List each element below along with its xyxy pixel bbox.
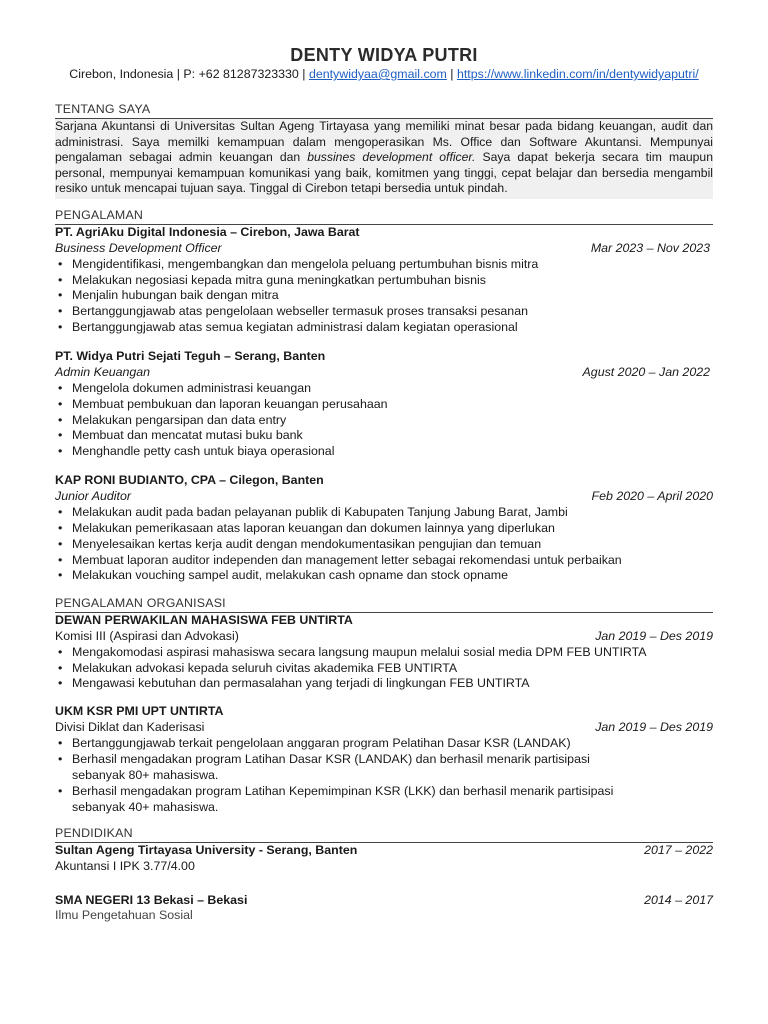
job-role: Junior Auditor: [55, 489, 131, 504]
job-period: Mar 2023 – Nov 2023: [590, 240, 710, 255]
list-item: • Membuat laporan auditor independen dan management letter sebagai rekomendasi untuk perbaikan: [58, 552, 622, 567]
org-entry: [55, 613, 713, 692]
list-item: • Melakukan audit pada badan pelayanan publik di Kabupaten Tanjung Jabung Barat, Jambi: [58, 504, 568, 519]
org-bullets: [55, 736, 635, 816]
organization-section: [55, 596, 713, 815]
job-bullets: [55, 381, 713, 461]
experience-section: [55, 208, 713, 584]
list-item: • Melakukan pengarsipan dan data entry: [58, 412, 287, 427]
job-company: PT. AgriAku Digital Indonesia: [55, 225, 227, 239]
school-location: – Bekasi: [193, 892, 248, 907]
list-item: • Mengakomodasi aspirasi mahasiswa secara langsung maupun melalui sosial media DPM FEB UNTIRTA: [58, 644, 647, 659]
job-role: Admin Keuangan: [55, 364, 151, 379]
about-title: TENTANG SAYA: [55, 102, 713, 119]
list-item: • Menyelesaikan kertas kerja audit dengan mendokumentasikan pengujian dan temuan: [58, 536, 542, 551]
contact-line: [0, 66, 768, 82]
email-link[interactable]: dentywidyaa@gmail.com: [308, 67, 447, 81]
job-period: Feb 2020 – April 2020: [591, 489, 713, 504]
org-name: UKM KSR PMI UPT UNTIRTA: [55, 704, 224, 719]
about-text-part-2: Saya dapat bekerja secara tim maupun personal, mempunyai kemampuan komunikasi yang baik, komitmen yang tinggi, cepat belajar dan bersedia mengambil resiko untuk mencapai tujuan saya. Tinggal di Cirebon tetapi bersedia untuk pindah.: [55, 150, 713, 196]
experience-title: PENGALAMAN: [55, 208, 713, 225]
school-period: 2017 – 2022: [644, 843, 713, 857]
job-bullets: [55, 257, 713, 337]
contact-separator: |: [446, 67, 457, 81]
org-role: Divisi Diklat dan Kaderisasi: [55, 720, 205, 735]
job-heading: [55, 349, 325, 365]
linkedin-link[interactable]: https://www.linkedin.com/in/dentywidyaputri/: [456, 67, 699, 81]
education-title: PENDIDIKAN: [55, 826, 713, 843]
job-role: Business Development Officer: [55, 240, 222, 255]
job-location: – Cirebon, Jawa Barat: [226, 225, 360, 239]
list-item: • Melakukan negosiasi kepada mitra guna meningkatkan pertumbuhan bisnis: [58, 272, 486, 287]
list-item: • Melakukan vouching sampel audit, melakukan cash opname dan stock opname: [58, 568, 508, 583]
organization-title: PENGALAMAN ORGANISASI: [55, 596, 713, 613]
org-bullets: [55, 645, 713, 693]
job-location: – Cilegon, Banten: [215, 473, 324, 488]
list-item: • Membuat dan mencatat mutasi buku bank: [58, 428, 303, 443]
list-item: • Berhasil mengadakan program Latihan Dasar KSR (LANDAK) dan berhasil menarik partisipasi sebanyak 80+ mahasiswa.: [58, 751, 590, 782]
list-item: • Melakukan pemerikasaan atas laporan keuangan dan dokumen lainnya yang diperlukan: [58, 520, 555, 535]
school-name: SMA NEGERI 13 Bekasi: [55, 892, 194, 907]
list-item: • Mengawasi kebutuhan dan permasalahan yang terjadi di lingkungan FEB UNTIRTA: [58, 676, 530, 691]
job-company: KAP RONI BUDIANTO, CPA: [55, 473, 216, 488]
list-item: • Melakukan advokasi kepada seluruh civitas akademika FEB UNTIRTA: [58, 660, 458, 675]
list-item: • Bertanggungjawab atas pengelolaan webseller termasuk proses transaksi pesanan: [58, 304, 528, 319]
org-name: DEWAN PERWAKILAN MAHASISWA FEB UNTIRTA: [55, 613, 353, 627]
about-text-italic: bussines development officer.: [307, 150, 476, 165]
school-name: Sultan Ageng Tirtayasa University - Serang, Banten: [55, 843, 358, 857]
list-item: • Mengidentifikasi, mengembangkan dan mengelola peluang pertumbuhan bisnis mitra: [58, 256, 539, 271]
about-text: [55, 119, 713, 199]
school-heading: [55, 893, 247, 909]
about-section: [55, 102, 713, 199]
school-period: 2014 – 2017: [644, 892, 713, 907]
contact-location-phone: Cirebon, Indonesia | P: +62 81287323330 |: [69, 67, 309, 81]
list-item: • Mengelola dokumen administrasi keuangan: [58, 380, 312, 395]
list-item: • Membuat pembukuan dan laporan keuangan perusahaan: [58, 396, 388, 411]
job-entry: [55, 225, 713, 336]
school-detail: Ilmu Pengetahuan Sosial: [55, 908, 193, 923]
org-entry: [55, 704, 713, 815]
list-item: • Menjalin hubungan baik dengan mitra: [58, 288, 279, 303]
org-period: Jan 2019 – Des 2019: [595, 628, 713, 643]
list-item: • Bertanggungjawab atas semua kegiatan administrasi dalam kegiatan operasional: [58, 320, 518, 335]
job-entry: [55, 473, 713, 584]
education-section: [55, 826, 713, 924]
list-item: • Berhasil mengadakan program Latihan Kepemimpinan KSR (LKK) dan berhasil menarik partisipasi sebanyak 40+ mahasiswa.: [58, 783, 614, 814]
job-entry: [55, 349, 713, 460]
job-location: – Serang, Banten: [220, 349, 326, 364]
job-period: Agust 2020 – Jan 2022: [582, 364, 710, 379]
school-detail: Akuntansi I IPK 3.77/4.00: [55, 858, 195, 873]
education-entry: [55, 893, 713, 925]
about-text-part-1: Sarjana Akuntansi di Universitas Sultan Ageng Tirtayasa yang memiliki minat besar pada bidang keuangan, audit dan administrasi. Saya memilki kemampuan dalam mengoperasikan Ms. Office dan Software Akuntansi. Mempunyai pengalaman sebagai admin keuangan dan: [55, 119, 713, 165]
job-company: PT. Widya Putri Sejati Teguh: [55, 349, 221, 364]
list-item: • Menghandle petty cash untuk biaya operasional: [58, 444, 335, 459]
org-period: Jan 2019 – Des 2019: [595, 720, 713, 735]
org-role: Komisi III (Aspirasi dan Advokasi): [55, 628, 239, 643]
job-heading: [55, 225, 360, 241]
job-bullets: [55, 505, 713, 585]
list-item: • Bertanggungjawab terkait pengelolaan anggaran program Pelatihan Dasar KSR (LANDAK): [58, 735, 571, 750]
candidate-name: DENTY WIDYA PUTRI: [290, 45, 478, 65]
education-entry: [55, 843, 713, 875]
job-heading: [55, 473, 324, 489]
